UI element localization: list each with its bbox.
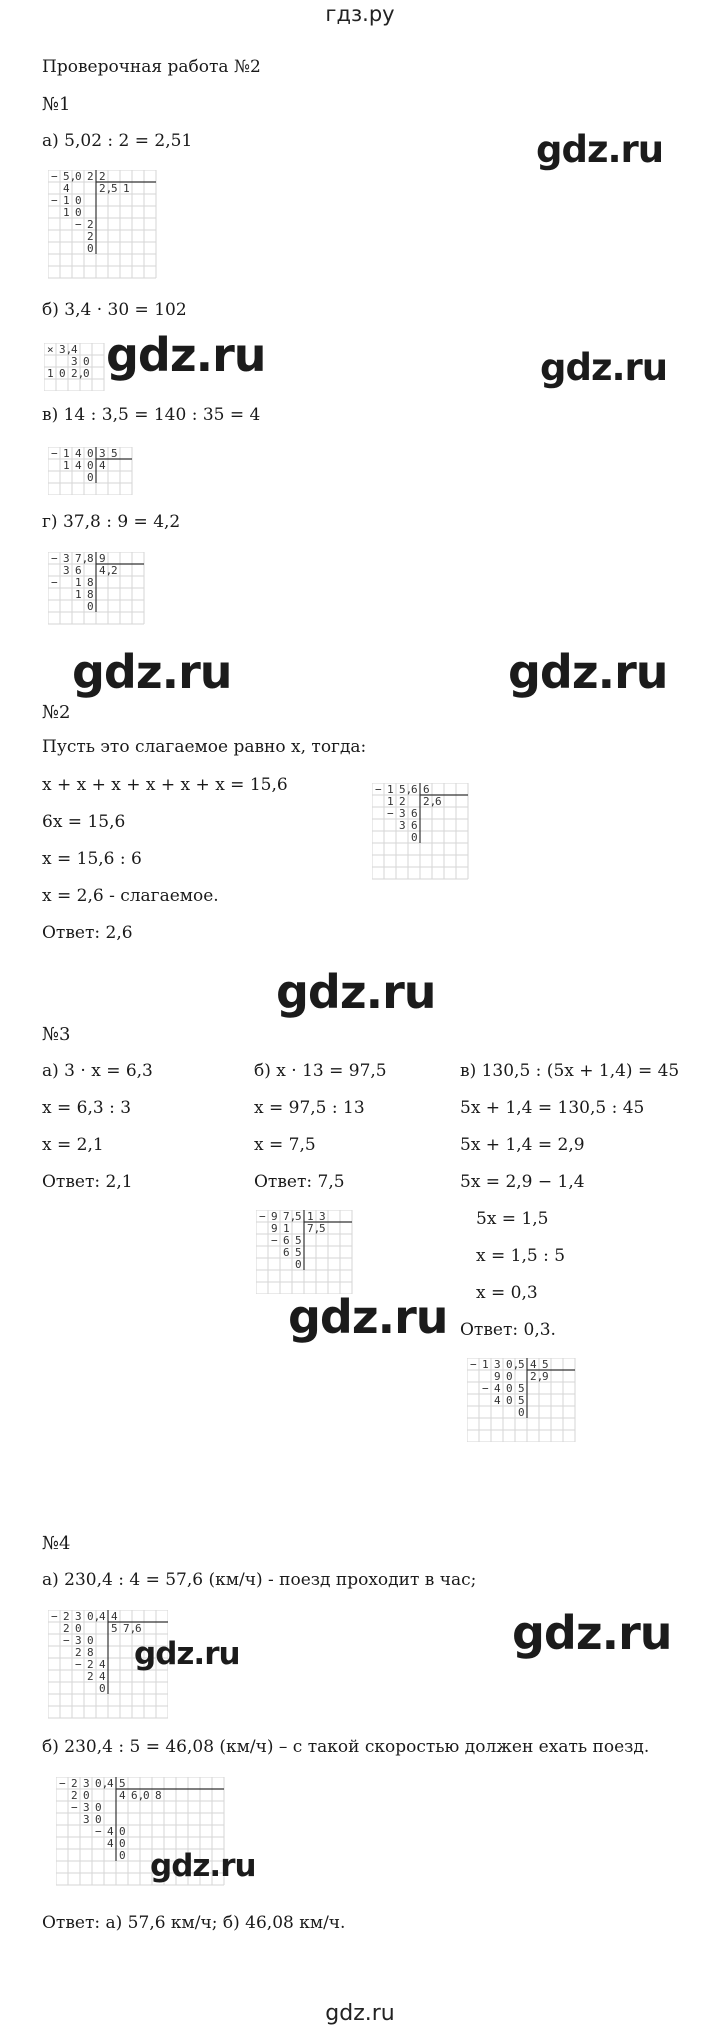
calc-digit: 6: [75, 564, 82, 577]
watermark: gdz.ru: [512, 1606, 672, 1660]
calc-digit: 5: [295, 1246, 302, 1259]
calc-digit: 0: [99, 1682, 106, 1695]
calc-digit: 5: [119, 1777, 126, 1790]
task-3-c-7: x = 0,3: [476, 1283, 538, 1303]
calc-digit: 4: [530, 1358, 537, 1371]
task-3-a-1: а) 3 · x = 6,3: [42, 1061, 153, 1081]
calc-digit: 0,: [506, 1358, 520, 1371]
watermark: gdz.ru: [508, 645, 668, 699]
calc-digit: 4: [99, 1610, 106, 1623]
calc-digit: 4: [494, 1382, 501, 1395]
task-3-b-2: x = 97,5 : 13: [254, 1098, 365, 1118]
task-1-number: №1: [42, 94, 71, 115]
calc-digit: −: [71, 1801, 78, 1814]
calc-digit: −: [259, 1210, 266, 1223]
calc-digit: 2: [87, 230, 94, 243]
calc-digit: −: [95, 1825, 102, 1838]
calc-digit: 5,: [63, 170, 77, 183]
calc-digit: 3,: [59, 343, 73, 356]
calc-digit: 9: [271, 1222, 278, 1235]
footer-watermark[interactable]: gdz.ru: [325, 2001, 395, 2026]
calc-digit: −: [271, 1234, 278, 1247]
calc-digit: 3: [399, 807, 406, 820]
calc-digit: 3: [494, 1358, 501, 1371]
calc-digit: 4: [75, 447, 82, 460]
task-3-c-answer: Ответ: 0,3.: [460, 1320, 556, 1340]
calc-digit: 3: [83, 1801, 90, 1814]
calc-digit: −: [51, 1610, 58, 1623]
task-1-b: б) 3,4 · 30 = 102: [42, 300, 187, 320]
calc-digit: 3: [63, 564, 70, 577]
calc-digit: 0: [87, 447, 94, 460]
calc-digit: 4,: [99, 564, 113, 577]
calc-digit: 5: [319, 1222, 326, 1235]
task-2-number: №2: [42, 702, 71, 723]
calc-digit: 0: [119, 1837, 126, 1850]
calc-digit: 5: [295, 1210, 302, 1223]
calc-digit: 6: [411, 783, 418, 796]
calc-digit: 0: [83, 367, 90, 380]
calc-digit: −: [375, 783, 382, 796]
calc-digit: 1: [75, 588, 82, 601]
calc-digit: 0: [75, 194, 82, 207]
calc-digit: 0: [411, 831, 418, 844]
calc-digit: 0: [506, 1394, 513, 1407]
calc-digit: 0,: [87, 1610, 101, 1623]
calc-digit: 8: [87, 552, 94, 565]
calc-grid-2: [372, 783, 472, 887]
page-title: Проверочная работа №2: [42, 57, 261, 77]
calc-digit: −: [387, 807, 394, 820]
calc-digit: 0: [87, 242, 94, 255]
calc-digit: 4: [99, 1670, 106, 1683]
calc-digit: 2: [87, 170, 94, 183]
calc-grid-1b: [44, 343, 112, 395]
calc-digit: 3: [83, 1777, 90, 1790]
watermark: gdz.ru: [150, 1848, 256, 1884]
calc-digit: 5,: [399, 783, 413, 796]
task-3-c-1: в) 130,5 : (5x + 1,4) = 45: [460, 1061, 680, 1081]
calc-digit: 0,: [95, 1777, 109, 1790]
calc-digit: 4: [99, 1658, 106, 1671]
calc-digit: 6: [283, 1234, 290, 1247]
watermark: gdz.ru: [288, 1290, 448, 1344]
calc-digit: 1: [387, 783, 394, 796]
calc-digit: 4: [107, 1825, 114, 1838]
calc-digit: 2: [71, 1777, 78, 1790]
calc-digit: 2: [87, 1658, 94, 1671]
calc-digit: 4: [119, 1789, 126, 1802]
calc-digit: 9: [271, 1210, 278, 1223]
calc-digit: 2: [111, 564, 118, 577]
calc-digit: 3: [63, 552, 70, 565]
task-3-c-6: x = 1,5 : 5: [476, 1246, 566, 1266]
calc-digit: 4: [107, 1777, 114, 1790]
calc-digit: 8: [155, 1789, 162, 1802]
calc-digit: 3: [75, 1634, 82, 1647]
task-3-number: №3: [42, 1024, 71, 1045]
calc-digit: 0: [143, 1789, 150, 1802]
calc-grid-1a: [48, 170, 158, 286]
task-1-c: в) 14 : 3,5 = 140 : 35 = 4: [42, 405, 261, 425]
calc-digit: −: [51, 552, 58, 565]
calc-digit: 7,: [283, 1210, 297, 1223]
task-1-a: а) 5,02 : 2 = 2,51: [42, 131, 193, 151]
task-3-a-answer: Ответ: 2,1: [42, 1172, 133, 1192]
task-4-number: №4: [42, 1533, 71, 1554]
calc-digit: 1: [75, 576, 82, 589]
calc-digit: 0: [75, 206, 82, 219]
calc-digit: 5: [518, 1394, 525, 1407]
calc-digit: 5: [111, 447, 118, 460]
watermark: gdz.ru: [540, 346, 668, 389]
calc-digit: 3: [71, 355, 78, 368]
calc-digit: 6,: [131, 1789, 145, 1802]
calc-digit: 4: [107, 1837, 114, 1850]
calc-digit: 0: [119, 1849, 126, 1862]
watermark: gdz.ru: [276, 965, 436, 1019]
task-2-line-5: x = 2,6 - слагаемое.: [42, 886, 219, 906]
calc-digit: 7,: [307, 1222, 321, 1235]
calc-digit: 3: [99, 447, 106, 460]
calc-digit: 2,: [423, 795, 437, 808]
calc-digit: 0: [87, 459, 94, 472]
calc-grid-1d: [48, 552, 148, 638]
calc-digit: −: [51, 447, 58, 460]
calc-digit: 0: [119, 1825, 126, 1838]
calc-digit: 6: [411, 807, 418, 820]
calc-digit: 6: [435, 795, 442, 808]
calc-digit: −: [51, 194, 58, 207]
calc-digit: 5: [111, 182, 118, 195]
calc-digit: 8: [87, 576, 94, 589]
calc-digit: 0: [59, 367, 66, 380]
calc-digit: 0: [506, 1370, 513, 1383]
calc-digit: 0: [83, 1789, 90, 1802]
calc-digit: 1: [47, 367, 54, 380]
calc-digit: −: [51, 170, 58, 183]
site-header[interactable]: гдз.ру: [325, 2, 395, 26]
calc-digit: 2: [399, 795, 406, 808]
task-3-b-3: x = 7,5: [254, 1135, 316, 1155]
calc-digit: 7,: [123, 1622, 137, 1635]
task-3-c-3: 5x + 1,4 = 2,9: [460, 1135, 585, 1155]
calc-digit: 8: [87, 588, 94, 601]
calc-digit: 3: [319, 1210, 326, 1223]
calc-digit: 4: [494, 1394, 501, 1407]
calc-digit: 2: [87, 218, 94, 231]
calc-digit: −: [51, 576, 58, 589]
calc-digit: 1: [63, 194, 70, 207]
calc-digit: 0: [95, 1813, 102, 1826]
watermark: gdz.ru: [72, 645, 232, 699]
calc-digit: 2: [63, 1610, 70, 1623]
calc-digit: −: [59, 1777, 66, 1790]
calc-grid-1c: [48, 447, 138, 499]
calc-digit: 2,: [99, 182, 113, 195]
calc-digit: 6: [411, 819, 418, 832]
calc-digit: 2,: [71, 367, 85, 380]
calc-digit: 4: [71, 343, 78, 356]
calc-digit: −: [482, 1382, 489, 1395]
calc-digit: 0: [95, 1801, 102, 1814]
calc-digit: −: [75, 1658, 82, 1671]
calc-digit: 6: [423, 783, 430, 796]
calc-digit: 2,: [530, 1370, 544, 1383]
calc-digit: 0: [87, 600, 94, 613]
calc-digit: 5: [518, 1382, 525, 1395]
calc-digit: 1: [63, 206, 70, 219]
calc-digit: 2: [75, 1646, 82, 1659]
calc-digit: 9: [99, 552, 106, 565]
task-3-c-5: 5x = 1,5: [476, 1209, 549, 1229]
watermark: gdz.ru: [134, 1636, 240, 1672]
task-2-line-2: x + x + x + x + x + x = 15,6: [42, 775, 288, 795]
calc-digit: 6: [135, 1622, 142, 1635]
calc-digit: 1: [63, 447, 70, 460]
calc-grid-3b: [256, 1210, 356, 1298]
calc-digit: 0: [75, 1622, 82, 1635]
calc-digit: 5: [518, 1358, 525, 1371]
watermark: gdz.ru: [536, 128, 664, 171]
task-3-b-1: б) x · 13 = 97,5: [254, 1061, 387, 1081]
task-3-c-4: 5x = 2,9 − 1,4: [460, 1172, 585, 1192]
task-2-line-4: x = 15,6 : 6: [42, 849, 142, 869]
task-3-a-2: x = 6,3 : 3: [42, 1098, 132, 1118]
task-4-b: б) 230,4 : 5 = 46,08 (км/ч) – с такой скоростью должен ехать поезд.: [42, 1737, 650, 1757]
task-1-d: г) 37,8 : 9 = 4,2: [42, 512, 181, 532]
task-2-answer: Ответ: 2,6: [42, 923, 133, 943]
calc-digit: 1: [63, 459, 70, 472]
calc-digit: 8: [87, 1646, 94, 1659]
calc-digit: 5: [295, 1234, 302, 1247]
calc-digit: 3: [83, 1813, 90, 1826]
calc-digit: 3: [75, 1610, 82, 1623]
calc-digit: 0: [506, 1382, 513, 1395]
calc-digit: −: [63, 1634, 70, 1647]
watermark: gdz.ru: [106, 328, 266, 382]
task-2-line-3: 6x = 15,6: [42, 812, 126, 832]
calc-digit: 0: [75, 170, 82, 183]
calc-digit: 4: [99, 459, 106, 472]
task-4-answer: Ответ: а) 57,6 км/ч; б) 46,08 км/ч.: [42, 1913, 346, 1933]
calc-digit: 3: [399, 819, 406, 832]
calc-digit: 6: [283, 1246, 290, 1259]
calc-digit: 9: [494, 1370, 501, 1383]
task-4-a: а) 230,4 : 4 = 57,6 (км/ч) - поезд проходит в час;: [42, 1570, 477, 1590]
calc-digit: 4: [63, 182, 70, 195]
calc-digit: 1: [482, 1358, 489, 1371]
calc-digit: 0: [87, 1634, 94, 1647]
calc-digit: 0: [87, 471, 94, 484]
calc-digit: 1: [283, 1222, 290, 1235]
calc-digit: 0: [83, 355, 90, 368]
calc-digit: 2: [63, 1622, 70, 1635]
calc-digit: 2: [99, 170, 106, 183]
calc-digit: 2: [87, 1670, 94, 1683]
task-2-line-1: Пусть это слагаемое равно x, тогда:: [42, 737, 367, 757]
calc-digit: 9: [542, 1370, 549, 1383]
calc-digit: 0: [295, 1258, 302, 1271]
task-3-c-2: 5x + 1,4 = 130,5 : 45: [460, 1098, 645, 1118]
calc-digit: 1: [123, 182, 130, 195]
calc-digit: 1: [307, 1210, 314, 1223]
calc-digit: ×: [47, 343, 54, 356]
calc-digit: 2: [71, 1789, 78, 1802]
calc-digit: 0: [518, 1406, 525, 1419]
calc-digit: 1: [387, 795, 394, 808]
calc-digit: −: [75, 218, 82, 231]
task-3-b-answer: Ответ: 7,5: [254, 1172, 345, 1192]
calc-digit: 5: [111, 1622, 118, 1635]
calc-grid-3c: [467, 1358, 579, 1446]
calc-digit: −: [470, 1358, 477, 1371]
calc-digit: 4: [111, 1610, 118, 1623]
task-3-a-3: x = 2,1: [42, 1135, 104, 1155]
calc-digit: 7,: [75, 552, 89, 565]
calc-digit: 4: [75, 459, 82, 472]
calc-digit: 5: [542, 1358, 549, 1371]
